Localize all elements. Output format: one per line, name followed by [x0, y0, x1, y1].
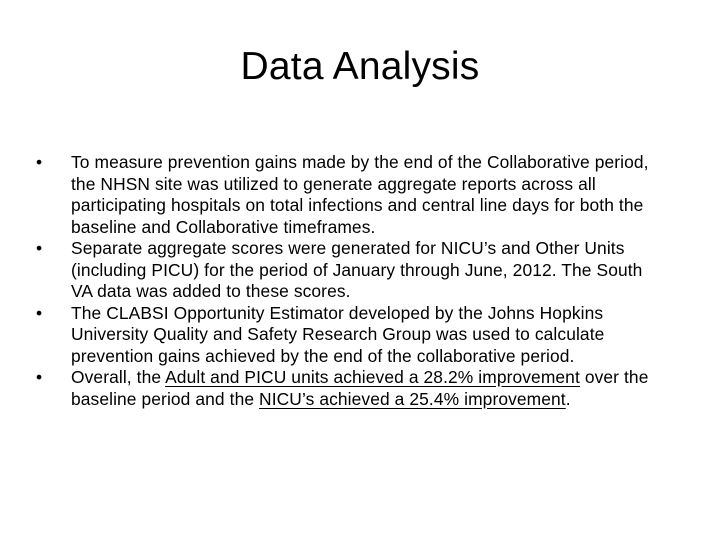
bullet-item — [36, 367, 666, 410]
bullet-item — [36, 303, 666, 368]
bullet-icon: • — [36, 238, 43, 258]
bullet-icon: • — [36, 367, 43, 387]
bullet-text-middle: over the baseline period and the — [71, 367, 649, 409]
bullet-text-lead: Overall, the — [71, 367, 166, 387]
bullet-text-end: . — [565, 388, 571, 409]
bullet-item — [36, 152, 666, 238]
bullet-icon: • — [36, 302, 43, 323]
bullet-text: Separate aggregate scores were generated for NICU’s and Other Units (including PICU) for the period of January through June, 2012. The South VA data was added to these scores. — [71, 238, 643, 301]
bullet-item — [36, 238, 666, 303]
bullet-text: To measure prevention gains made by the end of the Collaborative period, the NHSN site was utilized to generate aggregate reports across all participating hospitals on total infections and central line days for both the baseline and Collaborative timeframes. — [71, 152, 649, 237]
bullet-text: The CLABSI Opportunity Estimator developed by the Johns Hopkins University Quality and Safety Research Group was used to calculate prevention gains achieved by the end of the collaborative period. — [71, 302, 605, 366]
slide-title: Data Analysis — [240, 45, 480, 88]
bullet-icon: • — [36, 152, 43, 172]
nicu-improvement-text: NICU’s achieved a 25.4% improvement — [259, 388, 566, 409]
adult-picu-improvement-text: Adult and PICU units achieved a 28.2% improvement — [165, 367, 580, 387]
bullet-list — [36, 152, 666, 410]
